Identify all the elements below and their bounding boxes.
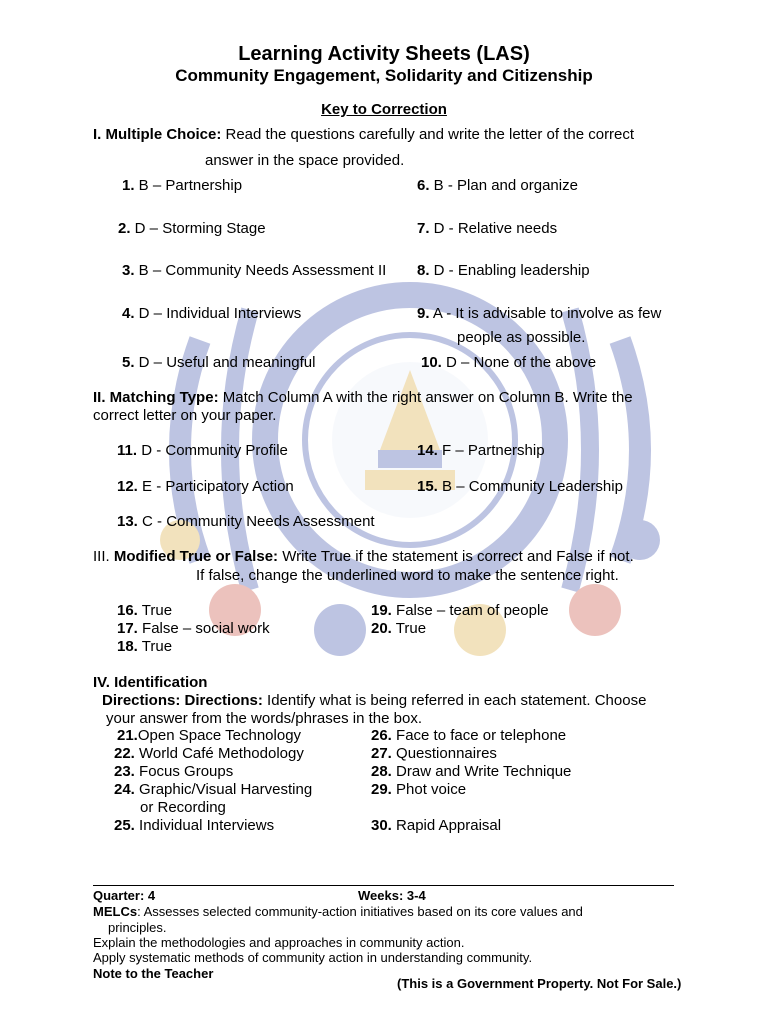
list-item: 4. D – Individual Interviews (122, 305, 302, 322)
list-item: 27. Questionnaires (371, 745, 497, 762)
section3-instruction: III. Modified True or False: Write True if the statement is correct and False if not. (93, 548, 634, 565)
note-to-teacher: Note to the Teacher (93, 966, 214, 981)
list-item: 6. B - Plan and organize (417, 177, 578, 194)
melcs-line-2: Explain the methodologies and approaches in community action. (93, 935, 465, 950)
weeks-label: Weeks: 3-4 (358, 888, 426, 903)
quarter-label: Quarter: 4 (93, 888, 156, 903)
melcs-label: MELCs (93, 904, 138, 919)
melcs-line-3: Apply systematic methods of community action in understanding community. (93, 950, 533, 965)
section1-instruction-text: Read the questions carefully and write the letter of the correct (221, 126, 635, 143)
list-item: 17. False – social work (117, 620, 270, 637)
section4-heading: IV. Identification (93, 674, 208, 691)
list-item: 16. True (117, 602, 173, 619)
list-item: 24. Graphic/Visual Harvesting (114, 781, 313, 798)
list-item: 14. F – Partnership (417, 442, 545, 459)
list-item: 7. D - Relative needs (417, 220, 558, 237)
section4-directions: Directions: Directions: Identify what is being referred in each statement. Choose (102, 692, 647, 709)
section3-instruction-cont: If false, change the underlined word to make the sentence right. (196, 567, 619, 584)
section2-instruction: II. Matching Type: Match Column A with the right answer on Column B. Write the (93, 389, 633, 406)
section3-heading: Modified True or False: (113, 548, 279, 565)
section4-directions-cont: your answer from the words/phrases in the box. (106, 710, 422, 727)
footer-divider (93, 885, 674, 886)
key-title: Key to Correction (321, 101, 447, 118)
list-item: 10. D – None of the above (421, 354, 597, 371)
list-item: 21.Open Space Technology (117, 727, 302, 744)
page-subtitle: Community Engagement, Solidarity and Citizenship (175, 66, 593, 85)
list-item: 1. B – Partnership (122, 177, 243, 194)
list-item: 30. Rapid Appraisal (371, 817, 502, 834)
list-item: 23. Focus Groups (114, 763, 234, 780)
list-item: 29. Phot voice (371, 781, 467, 798)
section2-heading: II. Matching Type: (93, 389, 219, 406)
section1-instruction (93, 126, 634, 143)
melcs-line: MELCs: Assesses selected community-action initiatives based on its core values and (93, 904, 583, 919)
list-item-cont: people as possible. (457, 329, 586, 346)
list-item: 12. E - Participatory Action (117, 478, 294, 495)
section1-heading: I. Multiple Choice: (93, 126, 222, 143)
list-item: 20. True (371, 620, 427, 637)
list-item: 9. A - It is advisable to involve as few (417, 305, 662, 322)
section2-instruction-cont: correct letter on your paper. (93, 407, 277, 424)
list-item: 22. World Café Methodology (114, 745, 304, 762)
government-property-notice: (This is a Government Property. Not For Sale.) (397, 976, 682, 991)
page-title: Learning Activity Sheets (LAS) (238, 43, 530, 65)
list-item: 15. B – Community Leadership (417, 478, 623, 495)
list-item: 13. C - Community Needs Assessment (117, 513, 375, 530)
list-item: 19. False – team of people (371, 602, 549, 619)
list-item: 5. D – Useful and meaningful (122, 354, 316, 371)
section1-instruction-cont: answer in the space provided. (205, 152, 405, 169)
melcs-line-cont: principles. (108, 920, 167, 935)
list-item: 25. Individual Interviews (114, 817, 275, 834)
list-item-cont: or Recording (140, 799, 226, 816)
list-item: 11. D - Community Profile (117, 442, 288, 459)
list-item: 2. D – Storming Stage (118, 220, 266, 237)
list-item: 28. Draw and Write Technique (371, 763, 572, 780)
list-item: 26. Face to face or telephone (371, 727, 567, 744)
list-item: 3. B – Community Needs Assessment II (122, 262, 387, 279)
directions-label: Directions: Directions: (102, 692, 263, 709)
list-item: 8. D - Enabling leadership (417, 262, 590, 279)
list-item: 18. True (117, 638, 173, 655)
